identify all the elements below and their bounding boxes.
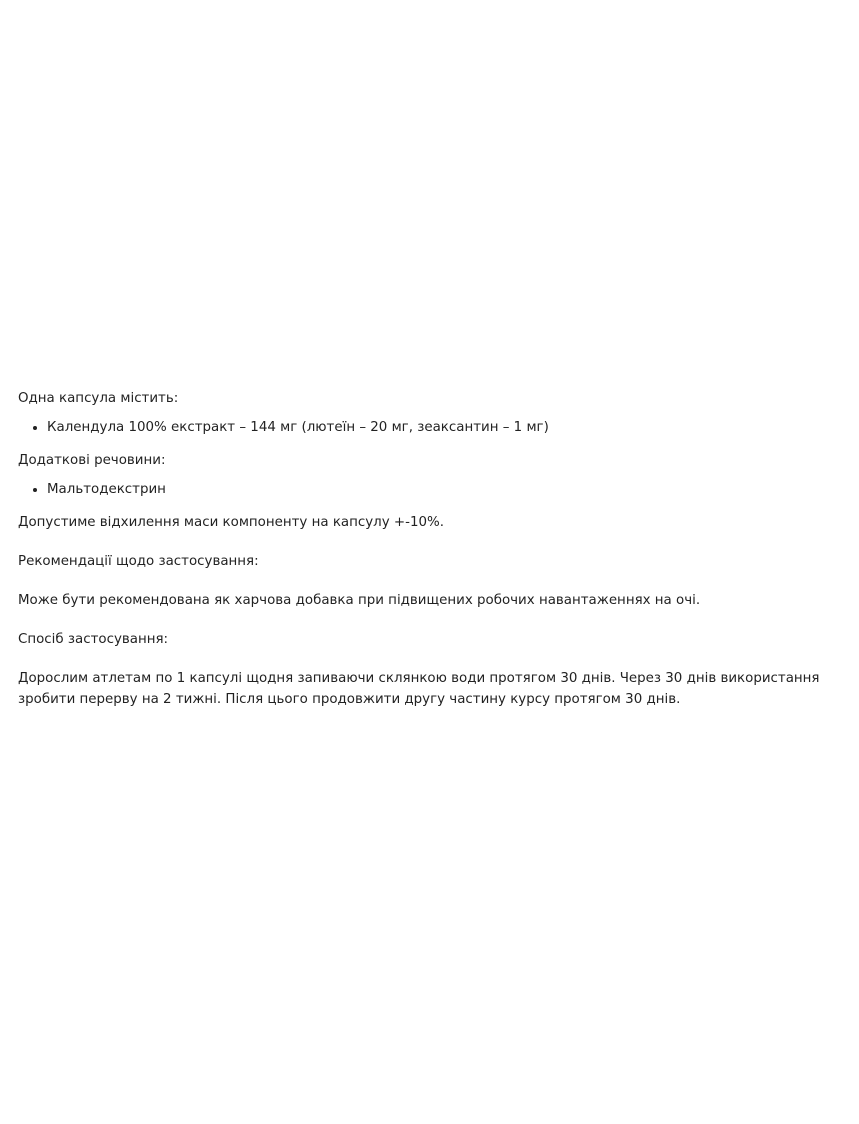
product-description (18, 388, 853, 710)
excipient-item: • Мальтодекстрин (47, 479, 853, 500)
composition-heading: Одна капсула містить: (18, 391, 179, 406)
deviation-text: Допустиме відхилення маси компоненту на капсулу +-10%. (18, 515, 444, 530)
recommendations-text: Може бути рекомендована як харчова добавка при підвищених робочих навантаженнях на очі. (18, 593, 701, 608)
composition-list (18, 417, 853, 438)
excipients-list (18, 479, 853, 500)
excipients-heading: Додаткові речовини: (18, 453, 166, 468)
composition-item: • Календула 100% екстракт – 144 мг (лютеїн – 20 мг, зеаксантин – 1 мг) (47, 417, 853, 438)
usage-text: Дорослим атлетам по 1 капсулі щодня запиваючи склянкою води протягом 30 днів. Через 30 днів використання зробити перерву на 2 тижні. Після цього продовжити другу частину курсу протягом 30 днів. (18, 671, 820, 707)
recommendations-heading: Рекомендації щодо застосування: (18, 554, 259, 569)
usage-heading: Спосіб застосування: (18, 632, 169, 647)
